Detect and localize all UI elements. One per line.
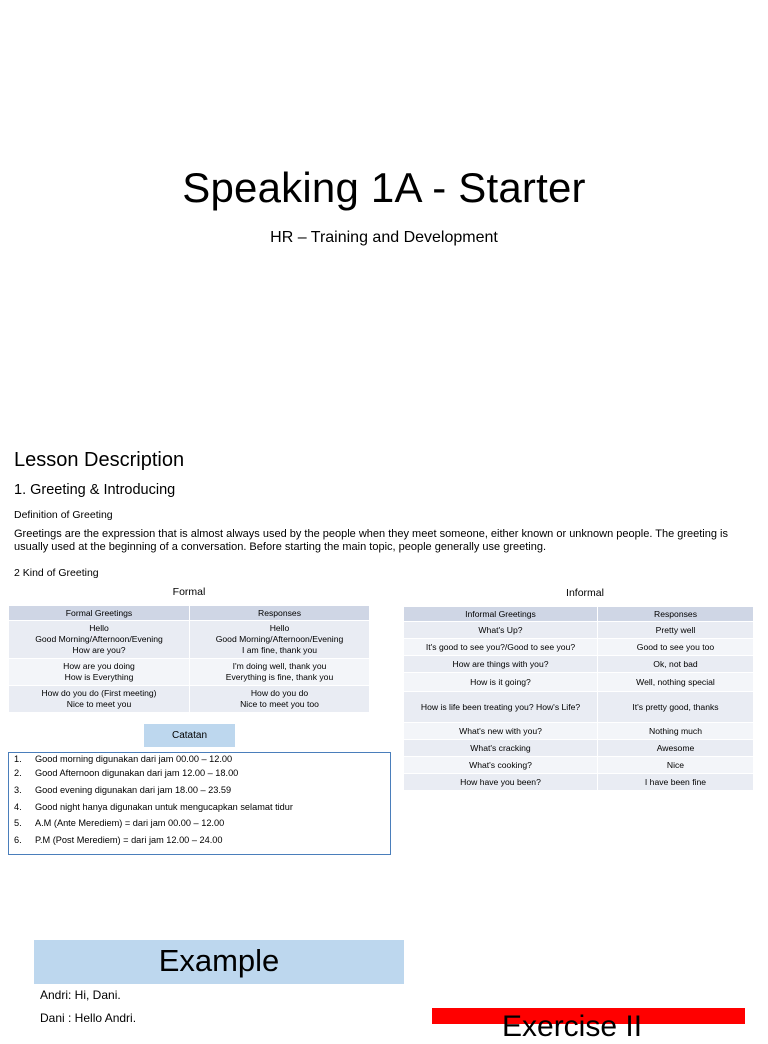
list-text: Good Afternoon digunakan dari jam 12.00 – 18.00: [35, 768, 239, 778]
cell-line: Hello: [269, 623, 290, 633]
cell-line: Good Morning/Afternoon/Evening: [35, 634, 163, 644]
cell-line: Good Morning/Afternoon/Evening: [215, 634, 344, 644]
exercise-banner: [432, 1008, 745, 1043]
list-item: [9, 765, 390, 782]
list-number: 1.: [14, 754, 22, 764]
list-text: A.M (Ante Merediem) = dari jam 00.00 – 12.00: [35, 818, 225, 829]
informal-response-cell: Well, nothing special: [598, 673, 754, 692]
informal-greeting-cell: How have you been?: [404, 774, 598, 791]
formal-header-greetings: Formal Greetings: [9, 606, 190, 621]
informal-header-greetings: Informal Greetings: [404, 607, 598, 622]
list-text: Good evening digunakan dari jam 18.00 – 23.59: [35, 784, 232, 795]
formal-greetings-table: [9, 606, 370, 713]
slide-subtitle: HR – Training and Development: [270, 229, 498, 246]
informal-response-cell: Nothing much: [598, 723, 754, 740]
definition-paragraph: Greetings are the expression that is almost always used by the people when they meet someone, either known or unknown people. The greeting is usually used at the beginning of a conversation. Before starting the main topic, people generally use greeting.: [14, 528, 728, 553]
list-text: Good night hanya digunakan untuk mengucapkan selamat tidur: [35, 801, 293, 812]
kinds-label: 2 Kind of Greeting: [14, 567, 99, 579]
slide-title: Speaking 1A - Starter: [182, 164, 586, 211]
list-item: [9, 799, 390, 816]
list-item: [9, 782, 390, 799]
table-row: [9, 621, 370, 659]
informal-response-cell: It's pretty good, thanks: [598, 692, 754, 723]
cell-line: I am fine, thank you: [242, 645, 317, 655]
informal-greeting-cell: How are things with you?: [404, 656, 598, 673]
informal-greetings-table: [404, 607, 754, 791]
cell-line: How are you?: [72, 645, 126, 655]
informal-greeting-cell: What's Up?: [404, 622, 598, 639]
table-row: [404, 740, 754, 757]
dialog-line-2: Dani : Hello Andri.: [40, 1011, 137, 1025]
section-heading: 1. Greeting & Introducing: [14, 482, 176, 498]
formal-response-cell: [190, 659, 370, 686]
informal-greeting-cell: What's cooking?: [404, 757, 598, 774]
catatan-badge: Catatan: [144, 724, 235, 747]
formal-greeting-cell: [9, 686, 190, 713]
formal-greeting-cell: [9, 659, 190, 686]
cell-line: How is Everything: [64, 672, 134, 682]
informal-response-cell: Pretty well: [598, 622, 754, 639]
cell-line: I'm doing well, thank you: [232, 661, 327, 671]
list-number: 2.: [14, 768, 22, 778]
formal-response-cell: [190, 621, 370, 659]
dialog-line-1: Andri: Hi, Dani.: [40, 988, 121, 1002]
formal-response-cell: [190, 686, 370, 713]
table-row: [404, 656, 754, 673]
cell-line: How do you do (First meeting): [41, 688, 157, 698]
list-number: 3.: [14, 784, 22, 795]
informal-greeting-cell: It's good to see you?/Good to see you?: [404, 639, 598, 656]
informal-response-cell: Nice: [598, 757, 754, 774]
notes-box: [8, 752, 391, 855]
informal-greeting-cell: What's new with you?: [404, 723, 598, 740]
list-number: 4.: [14, 801, 22, 812]
informal-response-cell: I have been fine: [598, 774, 754, 791]
cell-line: Everything is fine, thank you: [225, 672, 334, 682]
cell-line: How do you do: [250, 688, 309, 698]
cell-line: Nice to meet you too: [240, 699, 319, 709]
informal-greeting-cell: What's cracking: [404, 740, 598, 757]
cell-line: Nice to meet you: [66, 699, 132, 709]
table-row: [404, 692, 754, 723]
formal-caption: Formal: [172, 586, 206, 598]
list-number: 6.: [14, 835, 22, 846]
informal-response-cell: Ok, not bad: [598, 656, 754, 673]
table-row: [404, 723, 754, 740]
table-row: [9, 686, 370, 713]
list-number: 5.: [14, 818, 22, 829]
list-item: [9, 832, 390, 849]
table-row: [404, 757, 754, 774]
list-text: P.M (Post Merediem) = dari jam 12.00 – 24.00: [35, 835, 223, 846]
informal-greeting-cell: How is it going?: [404, 673, 598, 692]
example-heading: Example: [34, 940, 404, 984]
table-row: [9, 659, 370, 686]
informal-caption: Informal: [566, 587, 604, 599]
informal-response-cell: Awesome: [598, 740, 754, 757]
informal-header-responses: Responses: [598, 607, 754, 622]
list-item: [9, 753, 390, 765]
table-row: [404, 639, 754, 656]
table-row: [404, 774, 754, 791]
formal-greeting-cell: [9, 621, 190, 659]
informal-greeting-cell: How is life been treating you? How's Life?: [404, 692, 598, 723]
list-item: [9, 815, 390, 832]
definition-label: Definition of Greeting: [14, 509, 113, 521]
lesson-heading: Lesson Description: [14, 449, 185, 471]
formal-header-responses: Responses: [190, 606, 370, 621]
list-text: Good morning digunakan dari jam 00.00 – 12.00: [35, 754, 233, 764]
table-row: [404, 673, 754, 692]
informal-response-cell: Good to see you too: [598, 639, 754, 656]
cell-line: Hello: [89, 623, 109, 633]
cell-line: How are you doing: [63, 661, 135, 671]
exercise-banner-text: Exercise II: [502, 1010, 643, 1043]
table-row: [404, 622, 754, 639]
